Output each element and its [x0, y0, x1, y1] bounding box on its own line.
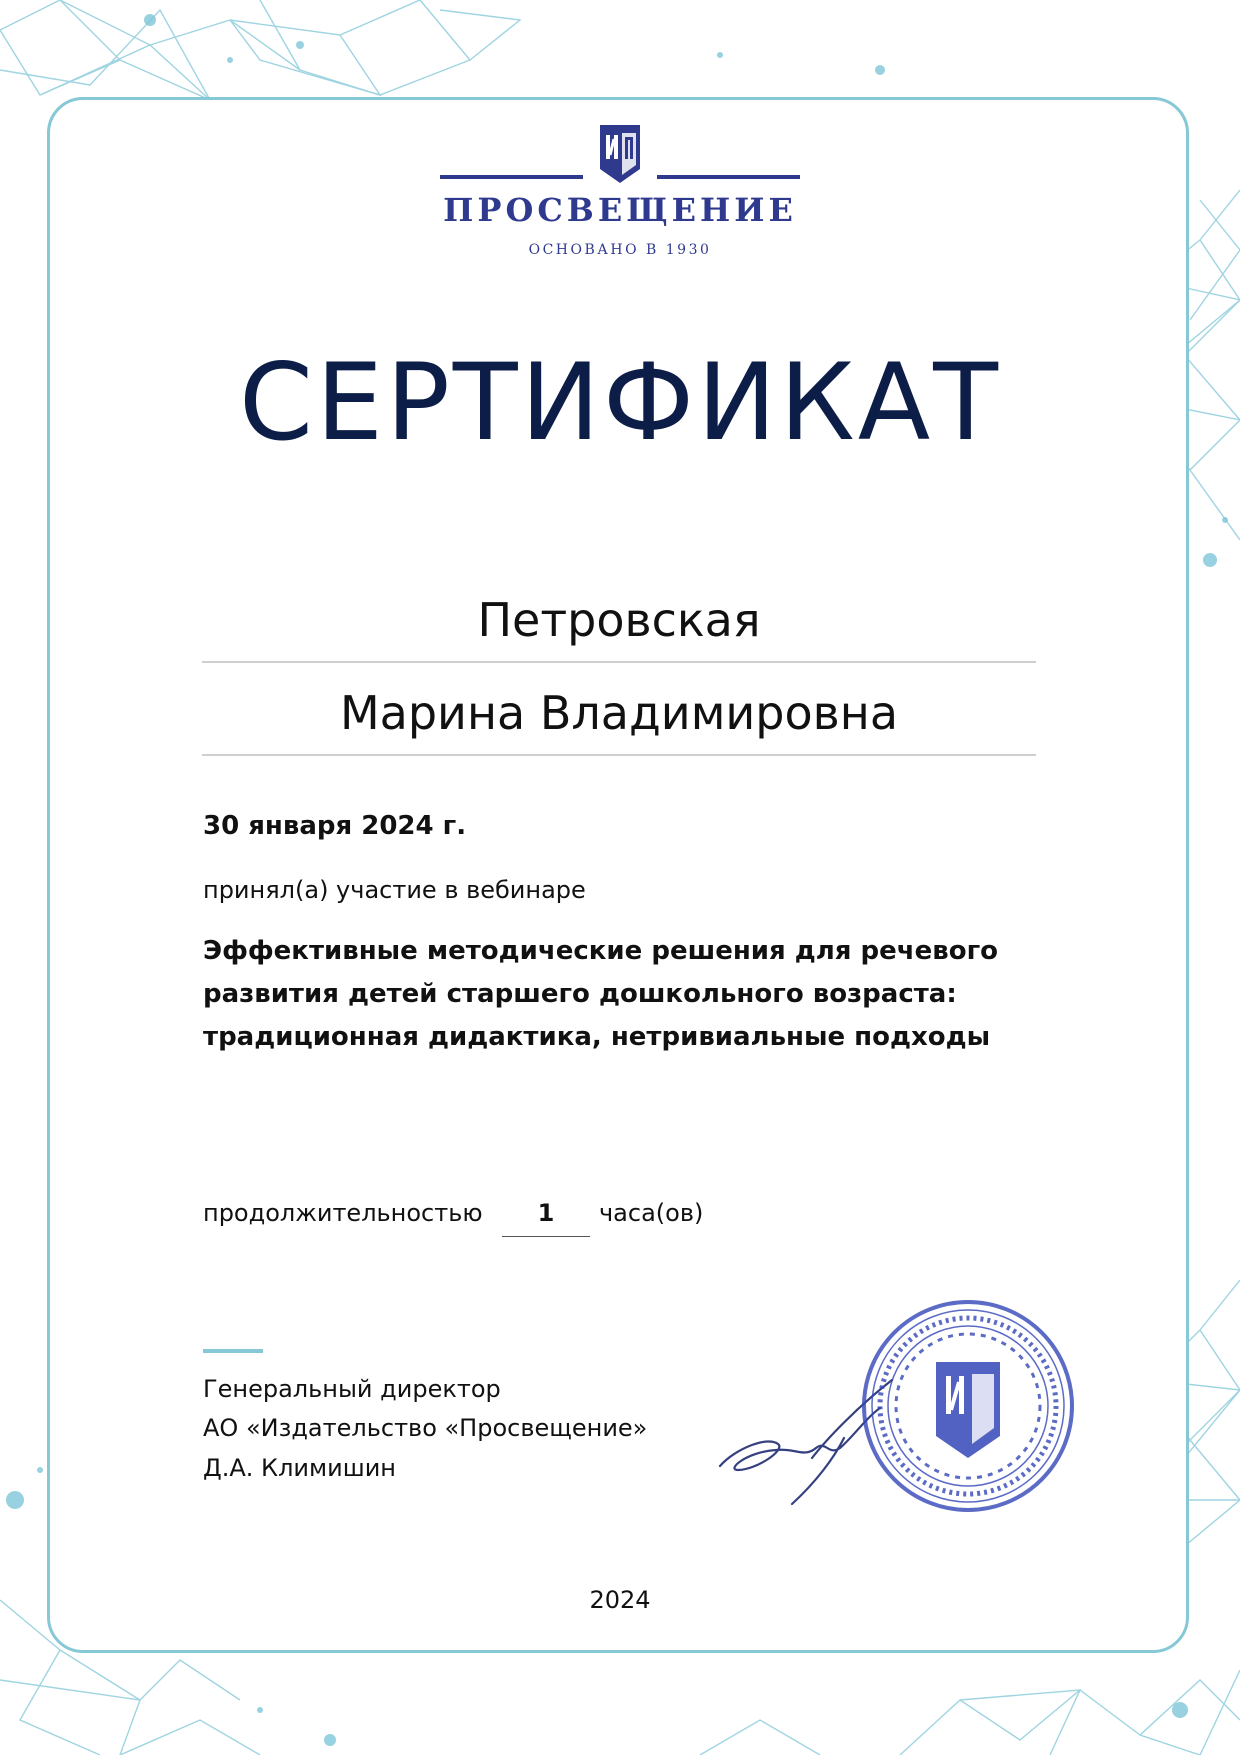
signatory-position: Генеральный директор: [203, 1375, 501, 1403]
publisher-founded: ОСНОВАНО В 1930: [528, 242, 712, 258]
duration-unit: часа(ов): [599, 1199, 704, 1227]
publisher-logo: [440, 125, 800, 265]
webinar-topic: Эффективные методические решения для речевого развития детей старшего дошкольного возраста: традиционная дидактика, нетривиальные подходы: [203, 936, 999, 1052]
participation-text: принял(а) участие в вебинаре: [203, 876, 586, 904]
given-names-rule: [202, 754, 1036, 756]
duration-label: продолжительностью: [203, 1199, 483, 1227]
certificate-title: СЕРТИФИКАТ: [238, 341, 1001, 464]
publisher-logo-icon: [598, 125, 642, 183]
signatory-accent-dash: [203, 1349, 263, 1353]
signatory-organization: АО «Издательство «Просвещение»: [203, 1414, 648, 1442]
surname-rule: [202, 661, 1036, 663]
certificate-year: 2024: [589, 1586, 651, 1614]
signatory-name: Д.А. Климишин: [203, 1454, 396, 1482]
logo-rule-right: [657, 175, 800, 179]
recipient-given-names: Марина Владимировна: [339, 686, 899, 740]
logo-rule-left: [440, 175, 583, 179]
duration-value: 1: [537, 1199, 555, 1227]
recipient-surname: Петровская: [477, 593, 761, 647]
duration-underline: [502, 1236, 590, 1237]
event-date: 30 января 2024 г.: [203, 811, 467, 841]
company-seal-icon: [858, 1296, 1078, 1516]
publisher-name: ПРОСВЕЩЕНИЕ: [443, 191, 797, 229]
